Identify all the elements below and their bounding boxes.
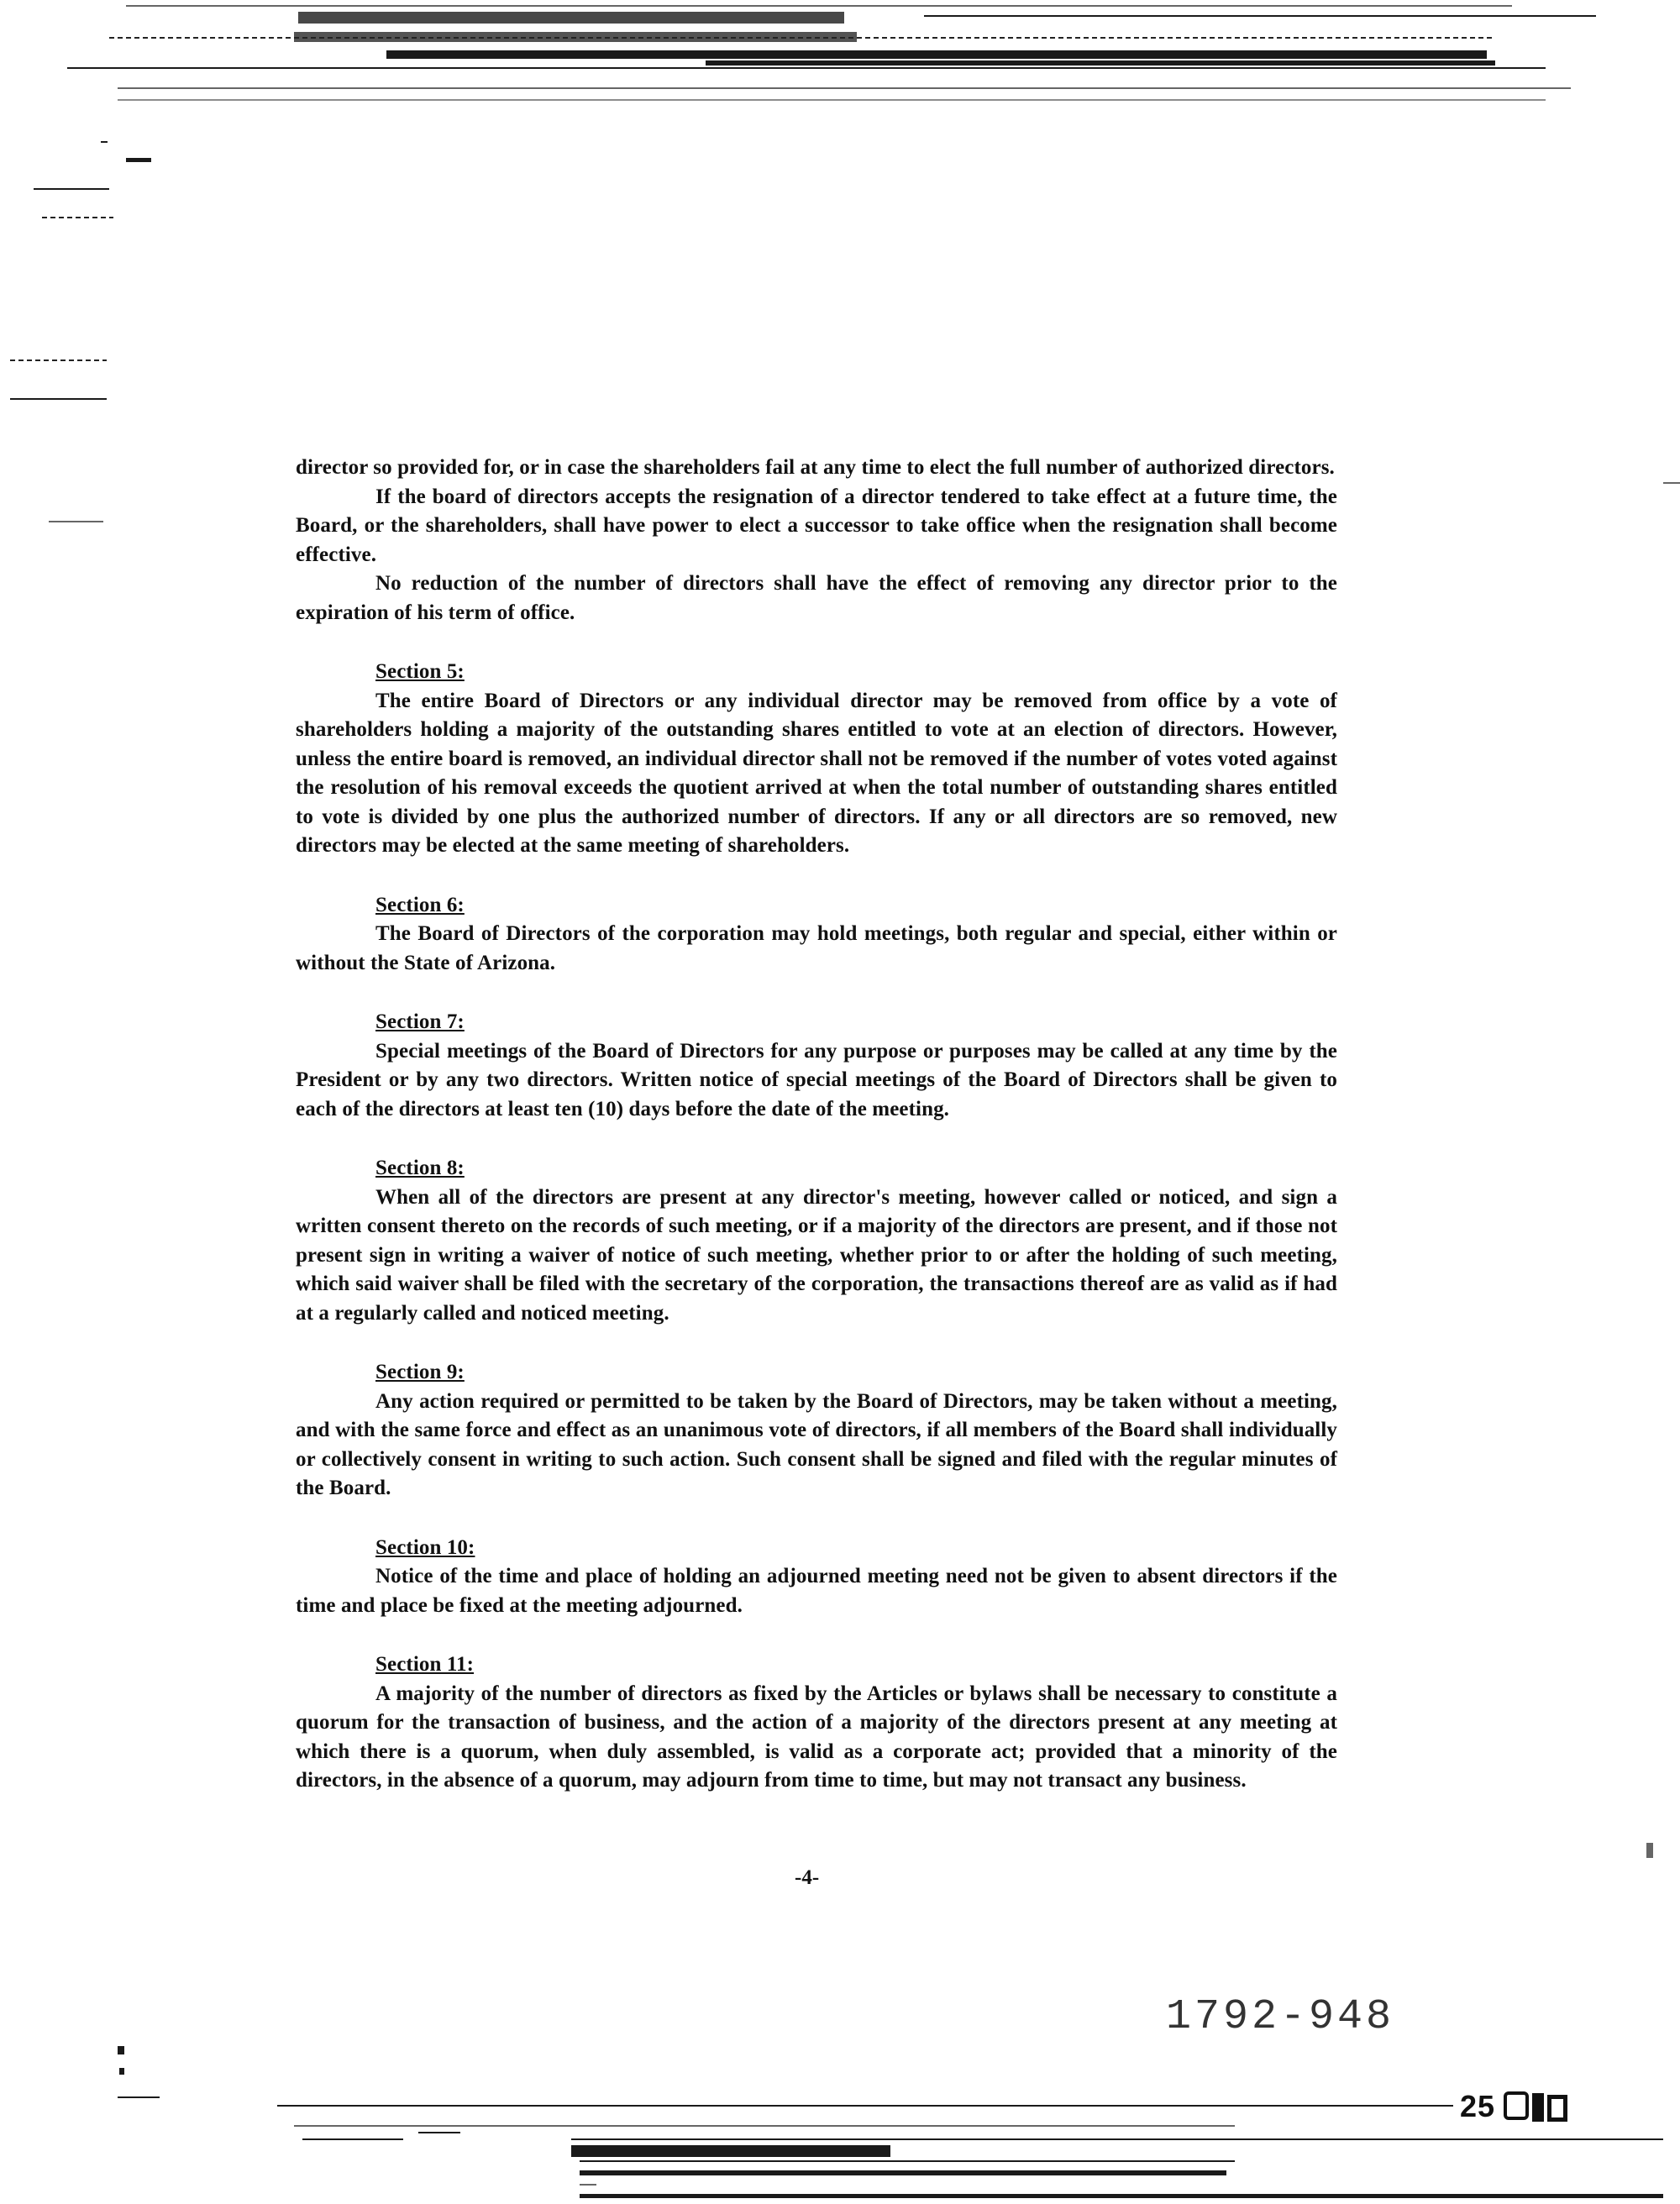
frame-mark-icon: [1547, 2095, 1567, 2122]
scan-artifact-bottom: [118, 2096, 160, 2098]
scan-artifact-left: [10, 359, 107, 361]
scan-artifact-top: [126, 5, 1512, 7]
scan-artifact-top: [298, 12, 844, 24]
scan-artifact-left: [42, 217, 113, 218]
scan-artifact-bottom: [580, 2170, 1226, 2175]
scan-artifact-bottom: [580, 2184, 596, 2186]
paragraph: director so provided for, or in case the shareholders fail at any time to elect the full number of authorized directors.: [296, 456, 1335, 479]
scan-artifact-right: [1663, 482, 1680, 484]
section-text: When all of the directors are present at any director's meeting, however called or noticed, and sign a written consent thereto on the records of such meeting, or if a majority of the directors are present, and if those not present sign in writing a waiver of notice of such meeting, whether prior to or after the holding of such meeting, which said waiver shall be filed with the secretary of the corporation, the transactions thereof are as valid as if had at a regularly called and noticed meeting.: [296, 1185, 1337, 1325]
section-text: Any action required or permitted to be taken by the Board of Directors, may be taken without a meeting, and with the same force and effect as an unanimous vote of directors, if all members of the Board shall individually or collectively consent in writing to such action. Such consent shall be signed and filed with the regular minutes of the Board.: [296, 1389, 1337, 1499]
section-heading: Section 9:: [375, 1361, 465, 1383]
scan-artifact-left: [126, 158, 151, 162]
scan-artifact-top: [118, 99, 1546, 101]
scan-artifact-bottom: [118, 2046, 124, 2054]
frame-mark-icon: [1504, 2091, 1529, 2120]
scan-artifact-bottom: [580, 2160, 1235, 2162]
scan-artifact-top: [118, 87, 1571, 89]
scan-artifact-bottom: [277, 2105, 1453, 2107]
scan-artifact-top: [386, 50, 1487, 59]
scan-artifact-bottom: [294, 2125, 1235, 2127]
paragraph: If the board of directors accepts the resignation of a director tendered to take effect at a future time, the Board, or the shareholders, shall have power to elect a successor to take office when the resignation shall become effective.: [296, 485, 1337, 566]
scan-artifact-bottom: [580, 2194, 1663, 2198]
scan-artifact-bottom: [571, 2138, 1663, 2140]
paragraph: No reduction of the number of directors shall have the effect of removing any director prior to the expiration of his term of office.: [296, 572, 1337, 624]
section-text: Notice of the time and place of holding an adjourned meeting need not be given to absent directors if the time and place be fixed at the meeting adjourned.: [296, 1565, 1337, 1617]
section-text: Special meetings of the Board of Directors for any purpose or purposes may be called at any time by the President or by any two directors. Written notice of special meetings of the Board of Directors shall be given to each of the directors at least ten (10) days before the date of the meeting.: [296, 1039, 1337, 1120]
page-number: -4-: [795, 1866, 820, 1889]
scan-artifact-top: [706, 60, 1495, 66]
scan-artifact-bottom: [418, 2132, 460, 2133]
scan-artifact-bottom: [119, 2068, 124, 2075]
scan-artifact-top: [109, 37, 1495, 39]
frame-mark-icon: [1532, 2093, 1544, 2122]
scan-artifact-left: [101, 141, 108, 143]
frame-number-text: 25: [1460, 2089, 1496, 2123]
scan-artifact-right: [1646, 1843, 1653, 1858]
section-text: The entire Board of Directors or any individual director may be removed from office by a vote of shareholders holding a majority of the outstanding shares entitled to vote at an election of directors. However, unless the entire board is removed, an individual director shall not be removed if the number of votes voted against the resolution of his removal exceeds the quotient arrived at when the total number of outstanding shares entitled to vote is divided by one plus the authorized number of directors. If any or all directors are so removed, new directors may be elected at the same meeting of shareholders.: [296, 689, 1337, 857]
scan-artifact-bottom: [571, 2145, 890, 2157]
section-heading: Section 8:: [375, 1157, 465, 1179]
section-heading: Section 7:: [375, 1010, 465, 1033]
section-heading: Section 5:: [375, 660, 465, 683]
section-text: The Board of Directors of the corporation may hold meetings, both regular and special, either within or without the State of Arizona.: [296, 922, 1337, 974]
scan-artifact-top: [924, 15, 1596, 17]
document-number: 1792-948: [1166, 1993, 1395, 2041]
scan-artifact-bottom: [302, 2138, 403, 2140]
section-text: A majority of the number of directors as fixed by the Articles or bylaws shall be necessary to constitute a quorum for the transaction of business, and the action of a majority of the directors present at any meeting at which there is a quorum, when duly assembled, is valid as a corporate act; provided that a minority of the directors, in the absence of a quorum, may adjourn from time to time, but may not transact any business.: [296, 1682, 1337, 1792]
document-body: [296, 454, 1337, 1796]
scan-artifact-left: [49, 521, 103, 522]
section-heading: Section 11:: [375, 1653, 475, 1676]
frame-number: [1460, 2089, 1567, 2124]
section-heading: Section 10:: [375, 1535, 475, 1559]
section-heading: Section 6:: [375, 893, 465, 916]
scan-artifact-left: [10, 398, 107, 400]
scan-artifact-top: [67, 67, 1546, 69]
scan-artifact-left: [34, 188, 109, 190]
